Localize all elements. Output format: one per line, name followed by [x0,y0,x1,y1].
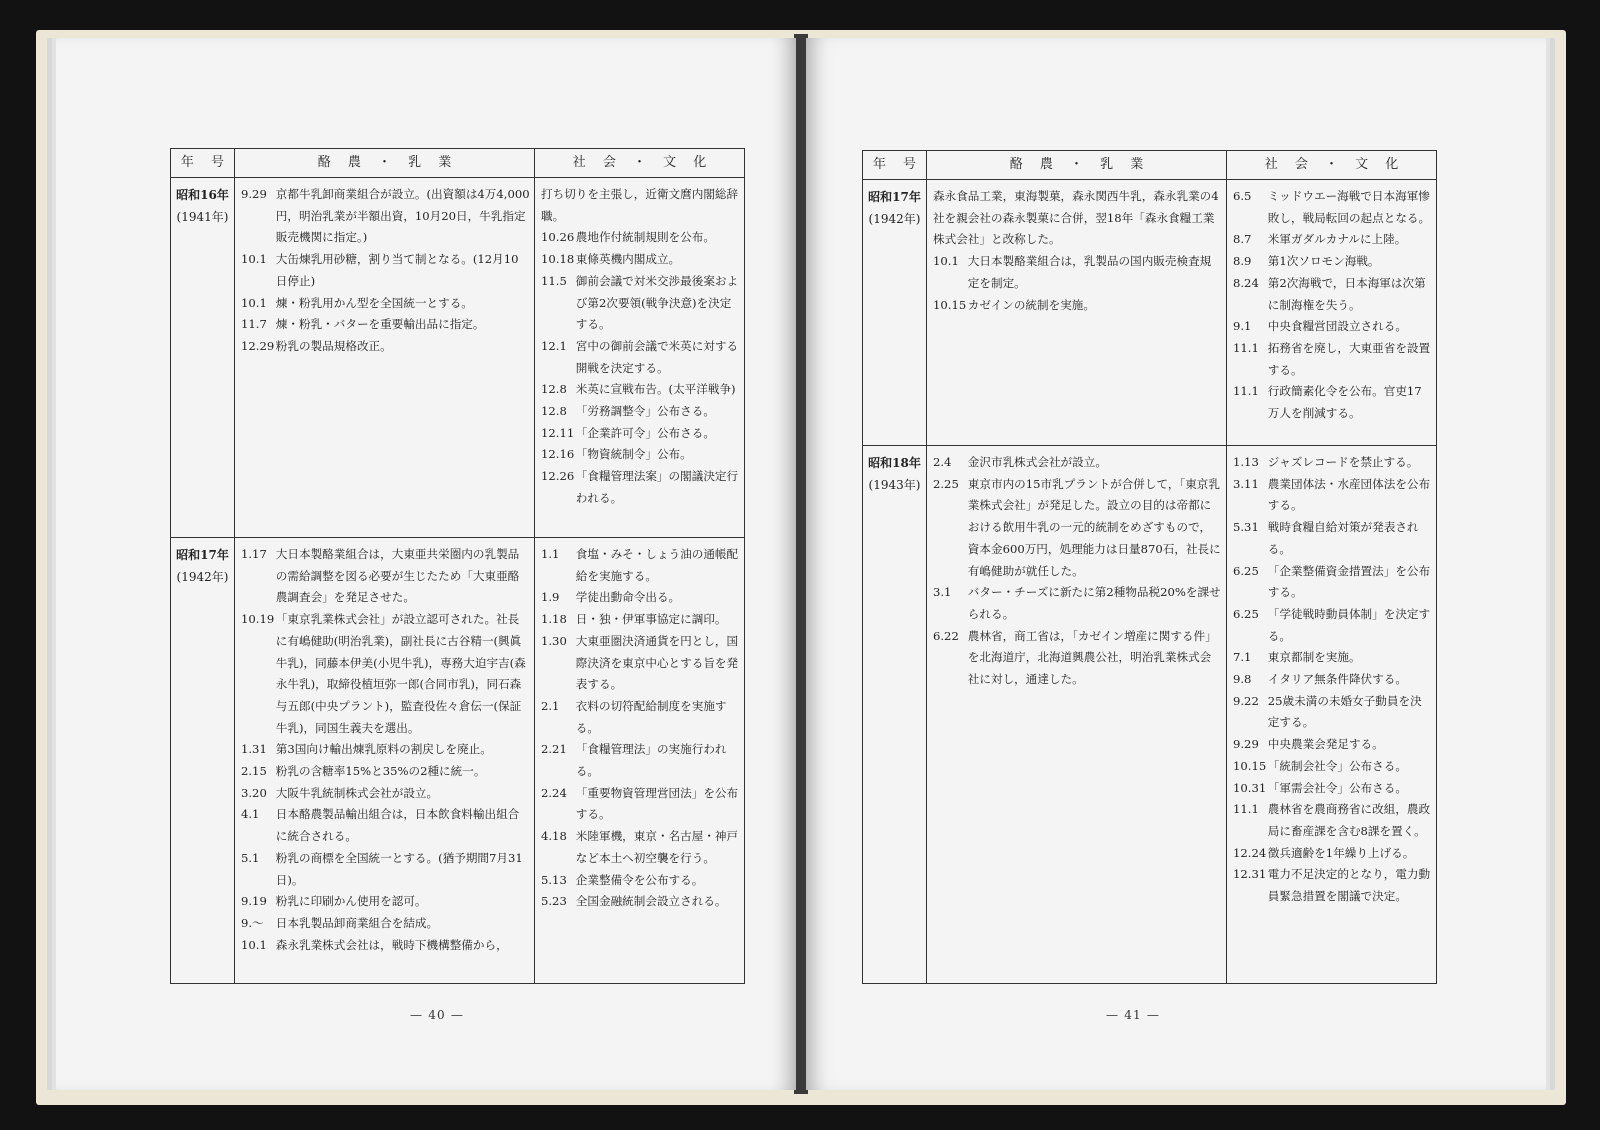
entry-date: 12.8 [541,382,567,397]
entry-date: 1.31 [241,742,267,757]
timeline-entry [1233,734,1432,756]
entry-date: 2.24 [541,785,567,800]
entry-text: 日・独・伊軍事協定に調印。 [575,612,727,627]
entry-text: 大日本製酪業組合は，乳製品の国内販売検査規定を制定。 [967,254,1212,290]
timeline-entry [241,913,530,935]
entry-text: 「食糧管理法」の実施行われる。 [575,742,727,779]
entry-date: 8.7 [1233,232,1252,247]
entry-date: 5.1 [241,850,260,865]
entry-date: 6.25 [1233,563,1259,578]
timeline-entry [1233,452,1432,474]
entry-text: 東京市内の15市乳プラントが合併して，「東京乳業株式会社」が発足した。設立の目的は帝都における飲用牛乳の一元的統制をめざすもので，資本金600万円，処理能力は日量870石，社長に有嶋健助が就任した。 [967,476,1221,578]
timeline-entry [541,826,740,869]
timeline-entry [1233,843,1432,865]
timeline-entry [241,184,530,249]
entry-text: 農林省を農商務省に改組，農政局に畜産課を含む8課を置く。 [1267,802,1431,838]
entry-text: 農地作付統制規則を公布。 [575,230,715,245]
year-label: (1943年) [868,478,921,492]
timeline-entry [1233,474,1432,517]
timeline-entry [1233,647,1432,669]
entry-text: 農業団体法・水産団体法を公布する。 [1267,476,1431,513]
entry-date: 12.24 [1233,845,1267,860]
entry-date: 8.9 [1233,254,1252,269]
dairy-cell [235,538,535,984]
entry-date: 10.15 [1233,758,1267,773]
timeline-entry [541,271,740,336]
table-header-row [863,151,1437,180]
timeline-entry [1233,604,1432,647]
timeline-entry [1233,251,1432,273]
entry-text: 米英に宣戦布告。(太平洋戦争) [575,382,736,397]
era-label: 昭和18年 [868,456,921,470]
entry-text: 金沢市乳株式会社が設立。 [967,455,1107,469]
entry-date: 12.31 [1233,867,1267,882]
left-page [56,38,796,1090]
timeline-entry [541,544,740,587]
entry-date: 12.26 [541,469,575,484]
entry-text: 学徒出動命令出る。 [575,590,681,605]
timeline-entry [541,249,740,271]
header-society: 社 会 ・ 文 化 [535,149,745,178]
entry-text: 全国金融統制会設立される。 [575,894,727,909]
timeline-entry [933,582,1222,625]
entry-text: 「食糧管理法案」の閣議決定行われる。 [575,469,739,505]
timeline-entry [1233,799,1432,842]
timeline-entry [1233,778,1432,800]
entry-date: 9.22 [1233,693,1259,708]
header-dairy: 酪 農 ・ 乳 業 [927,151,1227,180]
entry-date: 9.1 [1233,319,1252,334]
timeline-entry [541,444,740,466]
entry-date: 10.1 [241,937,267,952]
timeline-entry [541,587,740,609]
timeline-entry [241,891,530,913]
timeline-entry [541,423,740,445]
year-label: (1941年) [176,210,229,224]
entry-date: 2.4 [933,455,952,469]
timeline-entry [541,609,740,631]
entry-date: 12.8 [541,404,567,419]
entry-text: 行政簡素化令を公布。官吏17万人を削減する。 [1267,384,1422,421]
right-page [806,38,1546,1090]
entry-text: 「物資統制令」公布。 [575,447,692,462]
entry-text: 拓務省を廃し，大東亜省を設置する。 [1267,340,1431,377]
entry-text: 中央食糧営団設立される。 [1267,319,1407,334]
timeline-entry [241,609,530,739]
entry-date: 4.1 [241,807,260,822]
timeline-entry [1233,517,1432,560]
entry-date: 12.1 [541,338,567,353]
entry-date: 10.18 [541,252,575,267]
entry-date: 10.15 [933,297,967,312]
timeline-entry [933,251,1222,294]
header-year: 年 号 [171,149,235,178]
page-number: — 41 — [1106,1008,1161,1022]
entry-text: 「企業許可令」公布さる。 [575,425,715,440]
entry-text: 打ち切りを主張し，近衛文麿内閣総辞職。 [541,187,739,223]
entry-text: 25歳未満の未婚女子動員を決定する。 [1267,693,1422,730]
timeline-entry [541,783,740,826]
entry-date: 3.11 [1233,476,1259,491]
entry-text: 東京都制を実施。 [1267,650,1361,665]
timeline-entry [1233,756,1432,778]
entry-date: 12.11 [541,425,575,440]
entry-date: 5.13 [541,872,567,887]
entry-text: 「統制会社令」公布さる。 [1267,758,1407,773]
entry-text: 衣料の切符配給制度を実施する。 [575,698,727,735]
header-dairy: 酪 農 ・ 乳 業 [235,149,535,178]
entry-text: 戦時食糧自給対策が発表される。 [1267,520,1419,556]
entry-date: 6.25 [1233,606,1259,621]
entry-text: 徴兵適齢を1年繰り上げる。 [1267,845,1415,860]
entry-text: 京都牛乳卸商業組合が設立。(出資額は4万4,000円，明治乳業が半額出資，10月20日，牛乳指定販売機関に指定。) [275,187,530,245]
entry-date: 4.18 [541,829,567,844]
entry-text: 御前会議で対米交渉最後案および第2次要領(戦争決意)を決定する。 [575,273,739,332]
entry-text: 森永食品工業，東海製菓，森永関西牛乳，森永乳業の4社を親会社の森永製菓に合併，翌18年「森永食糧工業株式会社」と改称した。 [933,189,1219,247]
entry-date: 1.1 [541,547,560,561]
entry-date: 3.1 [933,585,952,600]
era-label: 昭和17年 [868,190,921,204]
entry-date: 2.25 [933,476,959,491]
entry-date: 7.1 [1233,650,1252,665]
entry-text: 米陸軍機，東京・名古屋・神戸など本土へ初空襲を行う。 [575,829,739,865]
entry-text: 電力不足決定的となり，電力動員緊急措置を閣議で決定。 [1267,867,1431,904]
era-label: 昭和16年 [176,188,229,202]
entry-text: 日本乳製品卸商業組合を結成。 [275,915,439,930]
entry-date: 12.16 [541,447,575,462]
entry-date: 10.1 [241,252,267,267]
entry-text: 煉・粉乳・バターを重要輸出品に指定。 [275,317,485,332]
entry-text: 粉乳の商標を全国統一とする。(猶予期間7月31日)。 [275,850,523,887]
timeline-table-right [862,150,1437,984]
society-cell [1227,446,1437,984]
entry-text: 第3国向け輸出煉乳原料の割戻しを廃止。 [275,742,492,757]
timeline-entry [1233,186,1432,229]
table-row [863,180,1437,446]
entry-date: 10.31 [1233,780,1267,795]
timeline-entry [541,739,740,782]
entry-text: 森永乳業株式会社は，戦時下機構整備から， [275,937,508,952]
entry-text: 農林省，商工省は，「カゼイン増産に関する件」を北海道庁，北海道興農公社，明治乳業株式会社に対し，通達した。 [967,628,1217,687]
entry-text: 「企業整備資金措置法」を公布する。 [1267,563,1431,600]
entry-date: 5.31 [1233,520,1259,535]
year-cell [171,178,235,538]
table-header-row [171,149,745,178]
timeline-entry [1233,316,1432,338]
timeline-entry [1233,338,1432,381]
timeline-entry [541,379,740,401]
entry-text: 米軍ガダルカナルに上陸。 [1267,232,1407,247]
entry-text: 大日本製酪業組合は，大東亜共栄圏内の乳製品の需給調整を図る必要が生じたため「大東亜酪農調査会」を発足させた。 [275,547,520,605]
entry-text: 粉乳の含糖率15%と35%の2種に統一。 [275,764,486,779]
entry-text: 食塩・みそ・しょう油の通帳配給を実施する。 [575,547,739,583]
entry-text: 日本酪農製品輸出組合は，日本飲食料輸出組合に統合される。 [275,807,520,844]
table-row [863,446,1437,984]
entry-text: ミッドウエー海戦で日本海軍惨敗し，戦局転回の起点となる。 [1267,189,1431,225]
page-number: — 40 — [410,1008,465,1022]
entry-date: 1.13 [1233,455,1259,469]
timeline-entry [541,336,740,379]
entry-date: 10.1 [241,295,267,310]
entry-date: 12.29 [241,338,275,353]
era-label: 昭和17年 [176,548,229,562]
entry-text: 「学徒戦時動員体制」を決定する。 [1267,606,1431,643]
header-year: 年 号 [863,151,927,180]
entry-date: 11.1 [1233,340,1259,355]
timeline-entry [1233,864,1432,907]
entry-text: 粉乳に印刷かん使用を認可。 [275,894,427,909]
entry-date: 11.5 [541,273,567,288]
entry-text: 「労務調整令」公布さる。 [575,404,715,419]
entry-text: 宮中の御前会議で米英に対する開戦を決定する。 [575,338,739,375]
entry-text: 大阪牛乳統制株式会社が設立。 [275,785,439,800]
timeline-entry [541,227,740,249]
timeline-entry [1233,669,1432,691]
entry-date: 9.8 [1233,672,1252,687]
timeline-table-left [170,148,745,984]
timeline-entry [241,935,530,957]
entry-text: イタリア無条件降伏する。 [1267,672,1407,687]
entry-text: バター・チーズに新たに第2種物品税20%を課せられる。 [967,585,1221,621]
entry-text: 「東京乳業株式会社」が設立認可された。社長に有嶋健助(明治乳業)，副社長に古谷精一(興眞牛乳)，同藤本伊美(小児牛乳)，専務大迫宇吉(森永牛乳)，取締役植垣弥一郎(合同市乳)，同石森与五郎(中央プラント)，監査役佐々倉伝一(保証牛乳)，同国生義夫を選出。 [275,612,526,735]
timeline-entry [933,474,1222,583]
society-cell [535,178,745,538]
society-cell [1227,180,1437,446]
entry-date: 3.20 [241,785,267,800]
entry-text: ジャズレコードを禁止する。 [1267,455,1419,469]
entry-date: 2.21 [541,742,567,757]
timeline-entry [241,336,530,358]
year-cell [863,446,927,984]
year-label: (1942年) [868,212,921,226]
entry-date: 10.26 [541,230,575,245]
entry-date: 6.5 [1233,189,1252,203]
dairy-cell [235,178,535,538]
entry-date: 8.24 [1233,275,1259,290]
entry-text: 「重要物資管理営団法」を公布する。 [575,785,739,822]
table-row [171,538,745,984]
entry-date: 11.7 [241,317,267,332]
entry-text: 大缶煉乳用砂糖，割り当て制となる。(12月10日停止) [275,252,519,288]
year-cell [171,538,235,984]
entry-text: 企業整備令を公布する。 [575,872,704,887]
year-label: (1942年) [176,570,229,584]
timeline-entry [241,783,530,805]
dairy-cell [927,180,1227,446]
table-row [171,178,745,538]
timeline-entry [241,848,530,891]
entry-text: 粉乳の製品規格改正。 [275,338,392,353]
entry-date: 9.〜 [241,915,264,930]
dairy-cell [927,446,1227,984]
entry-text: 「軍需会社令」公布さる。 [1267,780,1407,795]
timeline-entry [933,452,1222,474]
timeline-entry [241,293,530,315]
timeline-entry [933,186,1222,251]
entry-text: 東條英機内閣成立。 [575,252,681,267]
entry-date: 1.9 [541,590,560,605]
timeline-entry [241,249,530,292]
entry-text: カゼインの統制を実施。 [967,297,1095,312]
timeline-entry [541,466,740,509]
timeline-entry [1233,691,1432,734]
entry-date: 1.30 [541,633,567,648]
entry-text: 中央農業会発足する。 [1267,737,1384,752]
entry-date: 10.1 [933,254,959,269]
timeline-entry [1233,229,1432,251]
timeline-entry [1233,561,1432,604]
entry-date: 1.18 [541,612,567,627]
timeline-entry [933,295,1222,317]
timeline-entry [541,696,740,739]
timeline-entry [1233,273,1432,316]
timeline-entry [541,184,740,227]
entry-date: 10.19 [241,612,275,627]
header-society: 社 会 ・ 文 化 [1227,151,1437,180]
entry-text: 第2次海戦で，日本海軍は次第に制海権を失う。 [1267,275,1426,312]
society-cell [535,538,745,984]
entry-text: 煉・粉乳用かん型を全国統一とする。 [275,295,473,310]
timeline-entry [241,739,530,761]
timeline-entry [541,631,740,696]
timeline-entry [241,804,530,847]
timeline-entry [241,544,530,609]
entry-date: 11.1 [1233,384,1259,399]
entry-date: 11.1 [1233,802,1259,817]
entry-date: 9.19 [241,894,267,909]
timeline-entry [933,626,1222,691]
entry-date: 2.1 [541,698,560,713]
entry-date: 5.23 [541,894,567,909]
timeline-entry [241,761,530,783]
entry-text: 大東亜圏決済通貨を円とし，国際決済を東京中心とする旨を発表する。 [575,633,739,692]
year-cell [863,180,927,446]
entry-text: 第1次ソロモン海戦。 [1267,254,1380,269]
timeline-entry [541,401,740,423]
entry-date: 6.22 [933,628,959,643]
timeline-entry [241,314,530,336]
entry-date: 2.15 [241,764,267,779]
timeline-entry [541,870,740,892]
timeline-entry [541,891,740,913]
entry-date: 1.17 [241,547,267,561]
entry-date: 9.29 [241,187,267,201]
entry-date: 9.29 [1233,737,1259,752]
timeline-entry [1233,381,1432,424]
